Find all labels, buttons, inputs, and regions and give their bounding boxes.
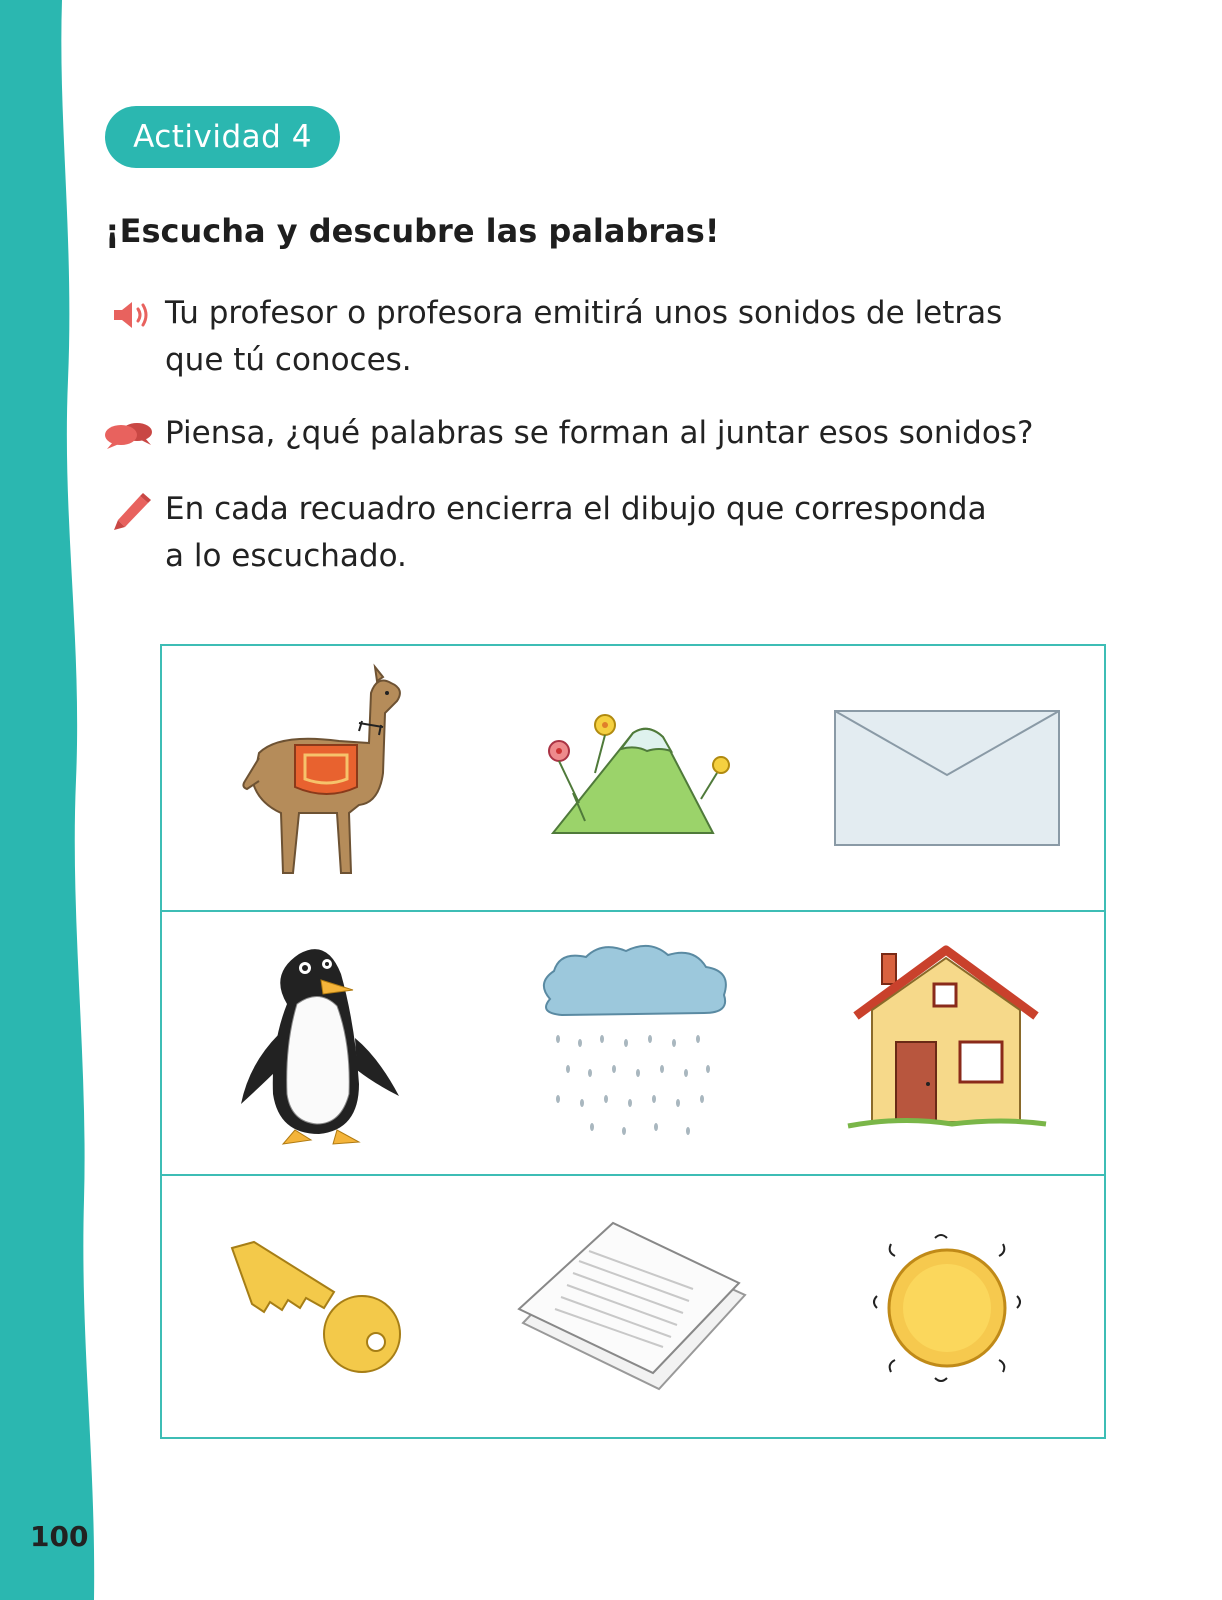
activity-badge: Actividad 4 bbox=[105, 106, 340, 168]
speaker-icon bbox=[112, 300, 154, 330]
instruction-circle-line1: En cada recuadro encierra el dibujo que corresponda bbox=[165, 491, 987, 527]
grid-row-3 bbox=[162, 1174, 1104, 1440]
rain-cloud-picture[interactable] bbox=[476, 912, 790, 1176]
penguin-drawing bbox=[229, 934, 409, 1154]
page-title: ¡Escucha y descubre las palabras! bbox=[105, 212, 720, 250]
page-number: 100 bbox=[30, 1520, 89, 1553]
instruction-listen bbox=[165, 290, 1065, 384]
picture-grid bbox=[160, 644, 1106, 1439]
envelope-drawing bbox=[827, 703, 1067, 853]
llama-drawing bbox=[219, 663, 419, 893]
instruction-listen-line1: Tu profesor o profesora emitirá unos sonidos de letras bbox=[165, 295, 1003, 331]
rain-cloud-drawing bbox=[528, 939, 738, 1149]
instruction-circle-line2: a lo escuchado. bbox=[165, 538, 407, 574]
house-picture[interactable] bbox=[790, 912, 1104, 1176]
grid-row-2 bbox=[162, 910, 1104, 1176]
llama-picture[interactable] bbox=[162, 646, 476, 910]
sun-drawing bbox=[857, 1218, 1037, 1398]
grid-row-1 bbox=[162, 646, 1104, 910]
papers-drawing bbox=[513, 1213, 753, 1403]
penguin-picture[interactable] bbox=[162, 912, 476, 1176]
speech-bubbles-icon bbox=[103, 421, 155, 451]
pencil-icon bbox=[110, 490, 152, 532]
house-drawing bbox=[842, 944, 1052, 1144]
side-band bbox=[0, 0, 110, 1600]
envelope-picture[interactable] bbox=[790, 646, 1104, 910]
instruction-think-line1: Piensa, ¿qué palabras se forman al juntar esos sonidos? bbox=[165, 415, 1034, 451]
key-drawing bbox=[224, 1238, 414, 1378]
mountain-drawing bbox=[513, 703, 753, 853]
papers-picture[interactable] bbox=[476, 1176, 790, 1440]
sun-picture[interactable] bbox=[790, 1176, 1104, 1440]
key-picture[interactable] bbox=[162, 1176, 476, 1440]
instruction-circle bbox=[165, 486, 1065, 580]
instruction-listen-line2: que tú conoces. bbox=[165, 342, 412, 378]
instruction-think bbox=[165, 410, 1065, 457]
mountain-picture[interactable] bbox=[476, 646, 790, 910]
